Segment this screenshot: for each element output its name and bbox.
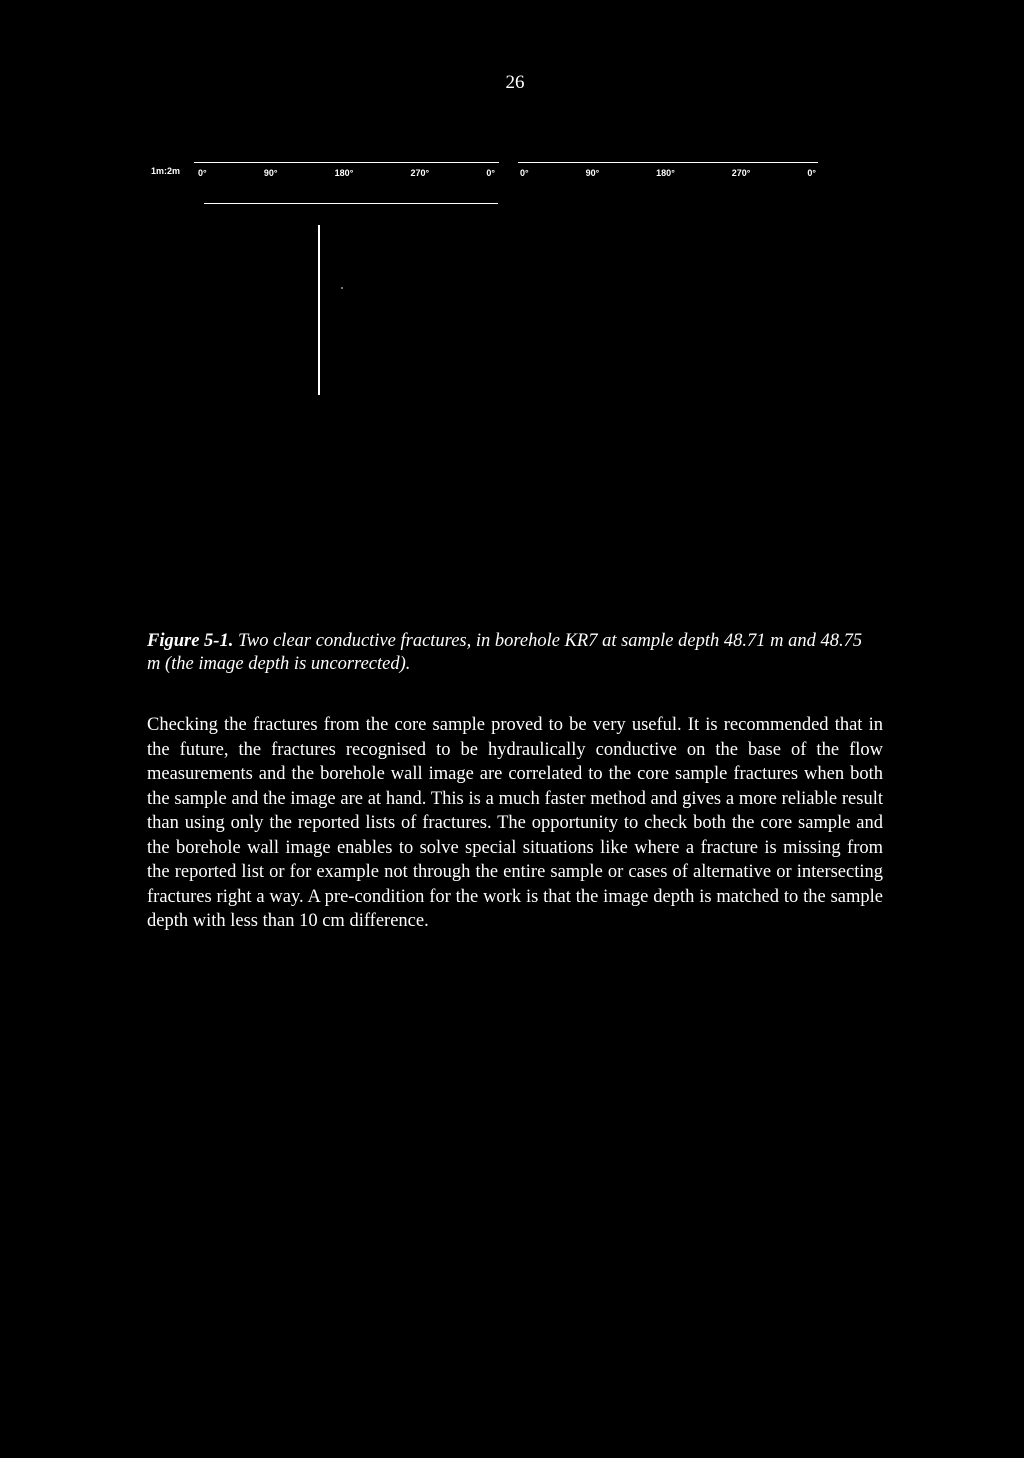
figure-caption-text: Two clear conductive fractures, in borehole KR7 at sample depth 48.71 m and 48.75 m (the image depth is uncorrected). (147, 631, 863, 674)
left-tick-180: 180° (334, 168, 354, 178)
depth-marker-line (318, 225, 320, 395)
right-tick-270: 270° (731, 168, 751, 178)
figure-caption (147, 630, 877, 676)
figure-caption-label: Figure 5-1. (147, 631, 234, 651)
left-tick-0: 0° (198, 168, 207, 178)
page-number: 26 (505, 72, 525, 93)
right-tick-0: 0° (520, 168, 529, 178)
right-image-panel (518, 162, 818, 178)
left-tick-270: 270° (410, 168, 430, 178)
right-tick-90: 90° (585, 168, 600, 178)
right-tick-360: 0° (807, 168, 816, 178)
left-image-panel (194, 162, 499, 178)
image-speck (341, 287, 343, 289)
body-paragraph: Checking the fractures from the core sample proved to be very useful. It is recommended that in the future, the fractures recognised to be hydraulically conductive on the base of the flow measurements and the borehole wall image are correlated to the core sample fractures when both the sample and the image are at hand. This is a much faster method and gives a more reliable result than using only the reported lists of fractures. The opportunity to check both the core sample and the borehole wall image enables to solve special situations like where a fracture is missing from the reported list or for example not through the entire sample or cases of alternative or intersecting fractures right a way. A pre-condition for the work is that the image depth is matched to the sample depth with less than 10 cm difference. (147, 715, 883, 931)
left-panel-sub-rule (204, 203, 498, 204)
right-tick-180: 180° (656, 168, 675, 178)
scale-label: 1m:2m (151, 166, 181, 176)
borehole-image-figure (140, 150, 830, 410)
left-panel-orientation-ticks (194, 163, 499, 178)
left-tick-90: 90° (263, 168, 278, 178)
left-tick-360: 0° (486, 168, 495, 178)
right-panel-orientation-ticks (518, 163, 818, 178)
